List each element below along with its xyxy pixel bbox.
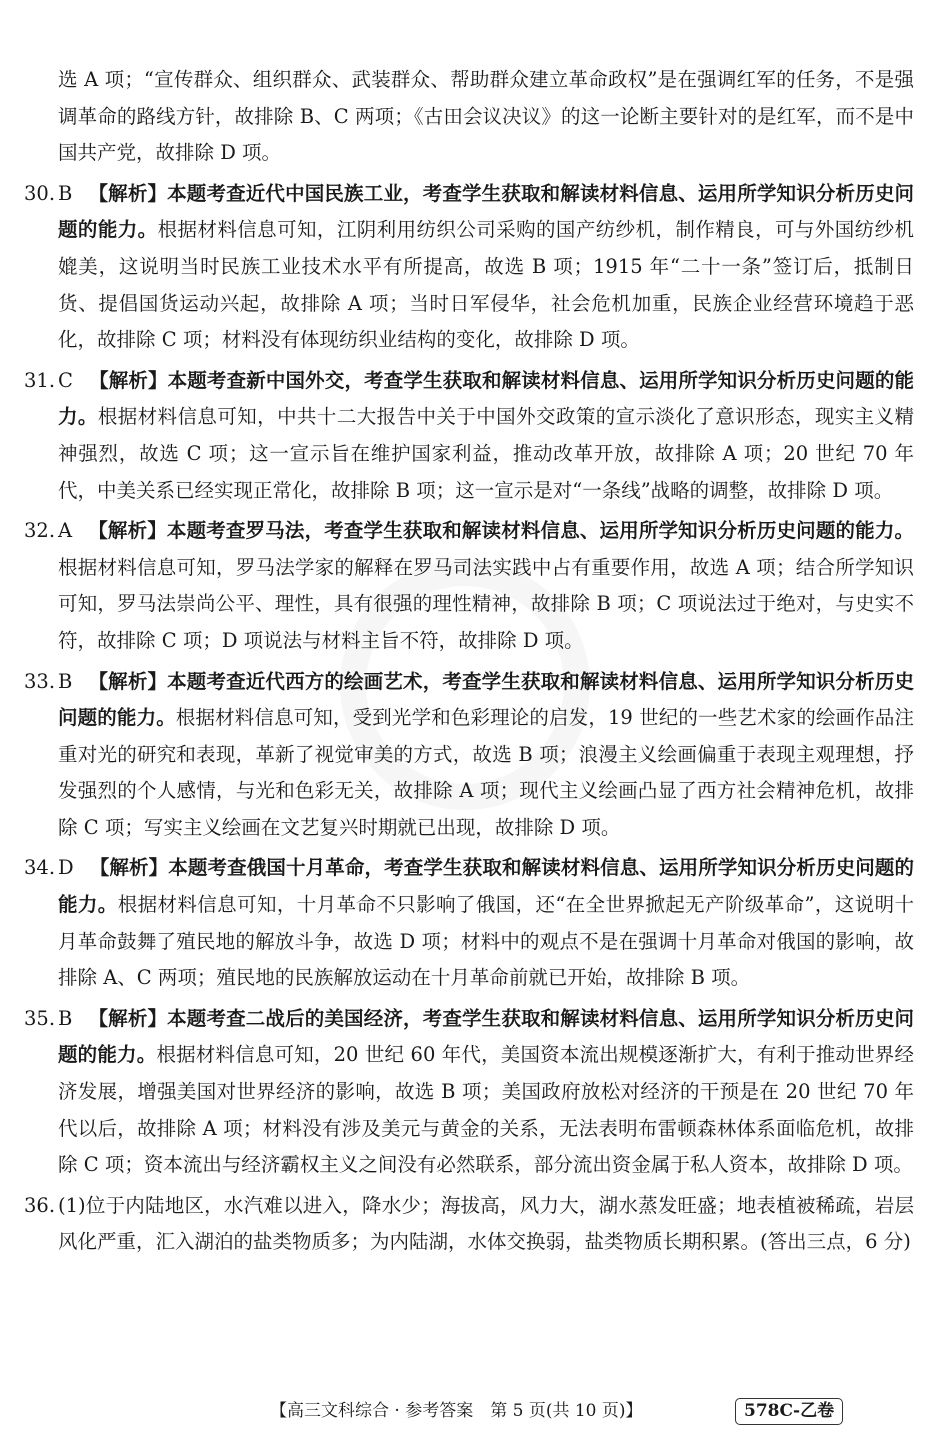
answer-item-30 (24, 176, 914, 359)
analysis-heading: 【解析】本题考查近代西方的绘画艺术，考查学生获取和解读材料信息、运用所学知识分析历史问题的能力。 (58, 669, 914, 730)
answer-item-36 (24, 1188, 914, 1261)
question-number: 30. (24, 181, 56, 205)
answer-content (24, 62, 914, 1261)
analysis-heading: 【解析】本题考查新中国外交，考查学生获取和解读材料信息、运用所学知识分析历史问题的能力。 (58, 368, 914, 429)
question-number: 33. (24, 669, 56, 693)
answer-letter: D (58, 856, 74, 880)
answer-letter: B (58, 1006, 73, 1030)
analysis-body: 根据材料信息可知，十月革命不只影响了俄国，还“在全世界掀起无产阶级革命”，这说明十月革命鼓舞了殖民地的解放斗争，故选 D 项；材料中的观点不是在强调十月革命对俄国的影响，故排除 A、C 两项；殖民地的民族解放运动在十月革命前就已开始，故排除 B 项。 (58, 893, 914, 990)
answer-letter: B (58, 669, 73, 693)
analysis-heading: 【解析】本题考查二战后的美国经济，考查学生获取和解读材料信息、运用所学知识分析历史问题的能力。 (58, 1006, 914, 1067)
analysis-heading: 【解析】本题考查罗马法，考查学生获取和解读材料信息、运用所学知识分析历史问题的能力。 (88, 519, 914, 543)
question-number: 35. (24, 1006, 56, 1030)
analysis-body: 根据材料信息可知，中共十二大报告中关于中国外交政策的宣示淡化了意识形态，现实主义精神强烈，故选 C 项；这一宣示旨在维护国家利益，推动改革开放，故排除 A 项；20 世纪 70 年代，中美关系已经实现正常化，故排除 B 项；这一宣示是对“一条线”战略的调整，故排除 D 项。 (58, 405, 914, 502)
question-number: 32. (24, 519, 56, 543)
analysis-body: 根据材料信息可知，罗马法学家的解释在罗马司法实践中占有重要作用，故选 A 项；结合所学知识可知，罗马法崇尚公平、理性，具有很强的理性精神，故排除 B 项；C 项说法过于绝对，与史实不符，故排除 C 项；D 项说法与材料主旨不符，故排除 D 项。 (58, 555, 914, 652)
analysis-heading: 【解析】本题考查俄国十月革命，考查学生获取和解读材料信息、运用所学知识分析历史问题的能力。 (58, 856, 914, 917)
answer-item-35 (24, 1001, 914, 1184)
analysis-heading: 【解析】本题考查近代中国民族工业，考查学生获取和解读材料信息、运用所学知识分析历史问题的能力。 (58, 181, 914, 242)
answer-item-32 (24, 513, 914, 659)
answer-item-34 (24, 850, 914, 996)
question-number: 34. (24, 856, 56, 880)
question-number: 36. (24, 1193, 56, 1217)
footer-page-info: 【高三文科综合 · 参考答案 第 5 页(共 10 页)】 (270, 1401, 643, 1421)
continuation-paragraph: 选 A 项；“宣传群众、组织群众、武装群众、帮助群众建立革命政权”是在强调红军的任务，不是强调革命的路线方针，故排除 B、C 两项；《古田会议决议》的这一论断主要针对的是红军，而不是中国共产党，故排除 D 项。 (58, 68, 914, 165)
answer-item-31 (24, 363, 914, 509)
analysis-body: 根据材料信息可知，20 世纪 60 年代，美国资本流出规模逐渐扩大，有利于推动世界经济发展，增强美国对世界经济的影响，故选 B 项；美国政府放松对经济的干预是在 20 世纪 70 年代以后，故排除 A 项；材料没有涉及美元与黄金的关系，无法表明布雷顿森林体系面临危机，故排除 C 项；资本流出与经济霸权主义之间没有必然联系，部分流出资金属于私人资本，故排除 D 项。 (58, 1043, 914, 1177)
analysis-body: 根据材料信息可知，受到光学和色彩理论的启发，19 世纪的一些艺术家的绘画作品注重对光的研究和表现，革新了视觉审美的方式，故选 B 项；浪漫主义绘画偏重于表现主观理想，抒发强烈的个人感情，与光和色彩无关，故排除 A 项；现代主义绘画凸显了西方社会精神危机，故排除 C 项；写实主义绘画在文艺复兴时期就已出现，故排除 D 项。 (58, 706, 914, 839)
question-number: 31. (24, 368, 56, 392)
paper-code-badge: 578C-乙卷 (735, 1398, 843, 1425)
page-footer (0, 1394, 933, 1428)
answer-item-33 (24, 664, 914, 847)
answer-letter: C (58, 368, 73, 392)
answer-letter: B (58, 181, 73, 205)
analysis-body: 根据材料信息可知，江阴利用纺织公司采购的国产纺纱机，制作精良，可与外国纺纱机媲美，这说明当时民族工业技术水平有所提高，故选 B 项；1915 年“二十一条”签订后，抵制日货、提倡国货运动兴起，故排除 A 项；当时日军侵华，社会危机加重，民族企业经营环境趋于恶化，故排除 C 项；材料没有体现纺织业结构的变化，故排除 D 项。 (58, 218, 914, 352)
answer-letter: A (58, 519, 73, 543)
answer-body: (1)位于内陆地区，水汽难以进入，降水少；海拔高，风力大，湖水蒸发旺盛；地表植被稀疏，岩层风化严重，汇入湖泊的盐类物质多；为内陆湖，水体交换弱，盐类物质长期积累。(答出三点，6 分) (58, 1193, 914, 1254)
